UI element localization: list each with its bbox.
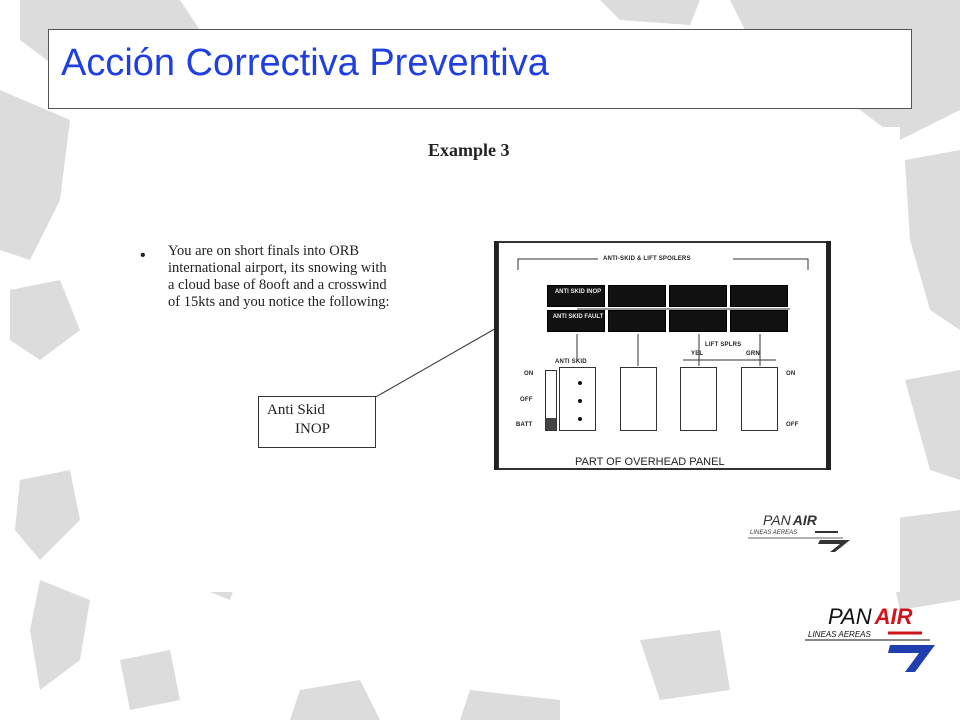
batt-label-left: BATT [516,422,533,428]
scenario-line-1: You are on short finals into ORB [168,243,360,259]
annunciator-anti-skid-inop: ANTI SKID INOP [547,285,605,307]
logo-pan-text: PAN [763,512,791,528]
anti-skid-switch-label: ANTI SKID [555,359,587,365]
annunciator-anti-skid-fault: ANTI SKID FAULT [547,310,605,332]
panel-footer-label: PART OF OVERHEAD PANEL [575,456,725,468]
scenario-line-4: of 15kts and you notice the following: [168,294,390,310]
off-label-right: OFF [786,422,799,428]
panel-header-label: ANTI-SKID & LIFT SPOILERS [603,256,691,262]
lift-spoilers-label: LIFT SPLRS [705,342,742,348]
on-label-left: ON [524,371,534,377]
off-label-left: OFF [520,397,533,403]
logo-subtitle-small: LINEAS AEREAS [750,530,798,536]
logo-pan-text: PAN [828,604,872,629]
scenario-line-3: a cloud base of 8ooft and a crosswind [168,277,387,293]
scenario-line-2: international airport, its snowing with [168,260,387,276]
green-label: GRN [746,351,760,357]
on-label-right: ON [786,371,796,377]
example-heading: Example 3 [428,140,510,160]
bullet-icon: • [140,247,146,264]
logo-air-text: AIR [792,512,817,528]
callout-line-1: Anti Skid [267,402,325,418]
callout-line-2: INOP [295,421,331,437]
slide-title: Acción Correctiva Preventiva [61,42,549,84]
yellow-label: YEL [691,351,704,357]
logo-air-text: AIR [874,604,913,629]
logo-subtitle: LINEAS AEREAS [808,630,871,639]
